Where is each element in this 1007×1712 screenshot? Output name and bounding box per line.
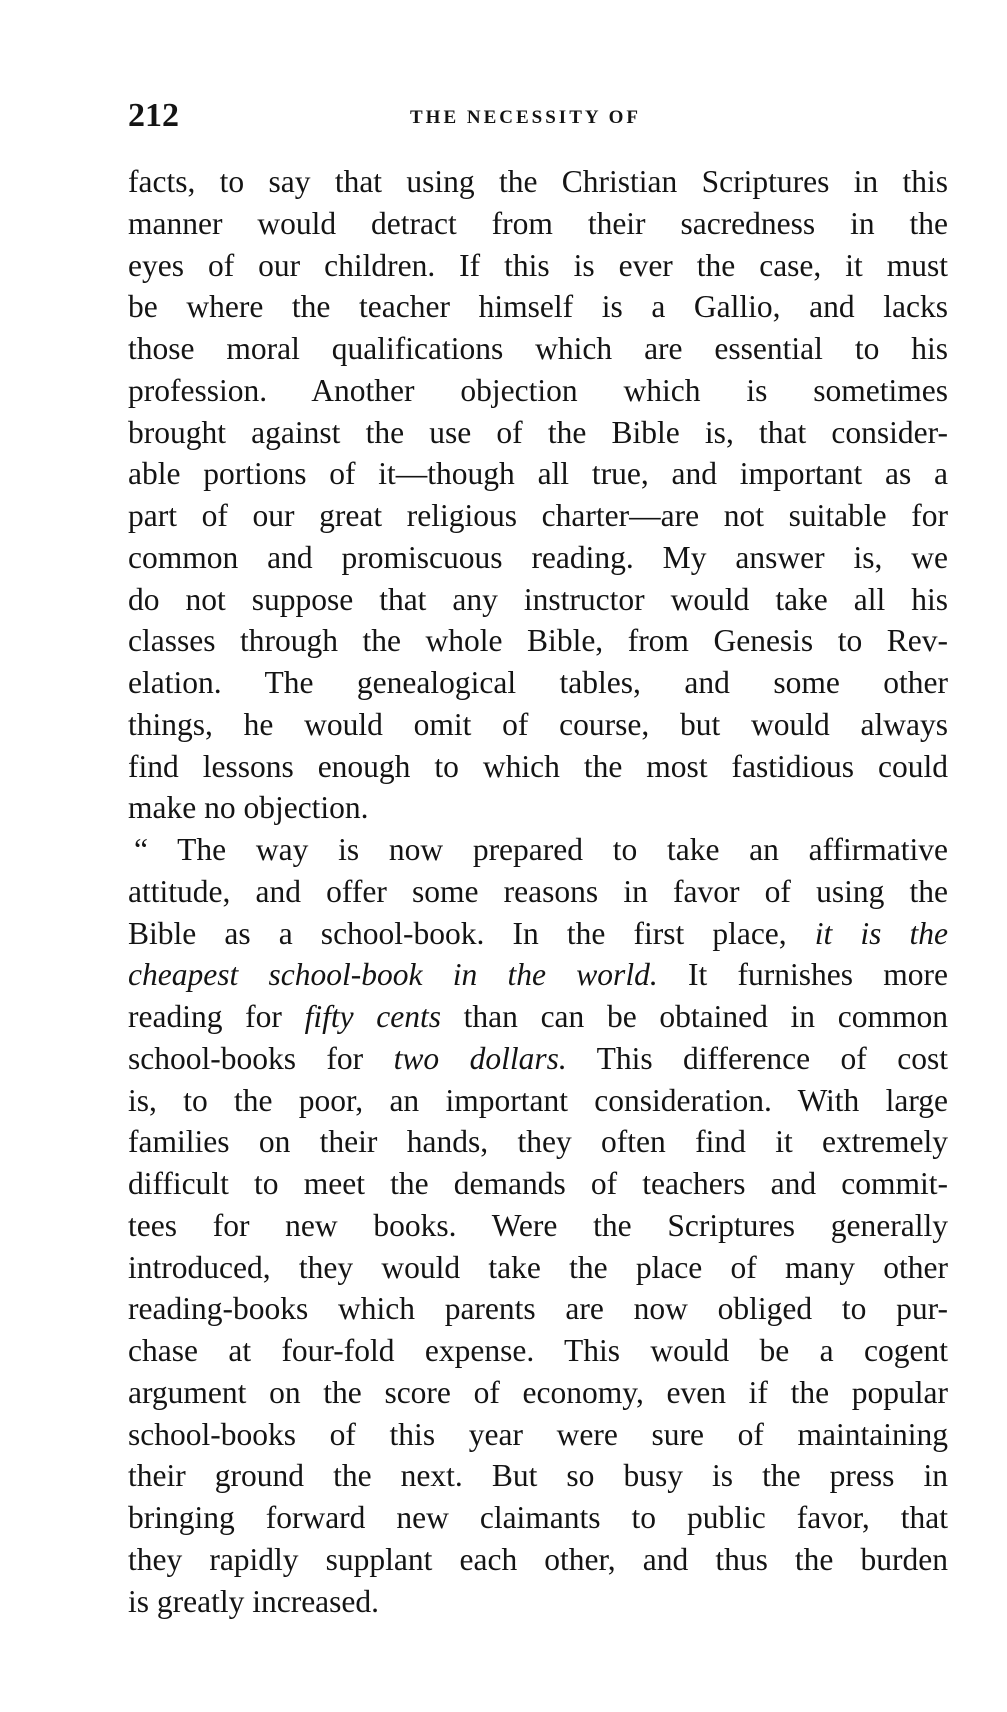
body-text (128, 161, 948, 1622)
text-line: make no objection. (128, 790, 369, 826)
running-head (128, 96, 948, 146)
text-run: school-books for (128, 1040, 394, 1076)
text-run: reading for (128, 999, 305, 1034)
text-line: school-books of this year were sure of maintaining (128, 1416, 948, 1452)
italic-phrase: two dollars. (393, 1040, 567, 1076)
text-line: tees for new books. Were the Scriptures generally (128, 1207, 948, 1243)
text-line: eyes of our children. If this is ever the case, it must (128, 247, 948, 283)
text-line: brought against the use of the Bible is, that consider- (128, 414, 948, 450)
text-line (128, 996, 948, 1038)
italic-phrase: fifty cents (304, 999, 441, 1034)
italic-phrase: cheapest school-book in the world. (128, 957, 658, 993)
text-line: “ The way is now prepared to take an affirmative (134, 832, 948, 867)
text-line: attitude, and offer some reasons in favor of using the (128, 873, 948, 909)
text-run: than can be obtained in common (440, 999, 948, 1034)
text-line: those moral qualifications which are essential to his (128, 331, 948, 366)
text-run: Bible as a school-book. In the first place, (128, 915, 815, 951)
text-line: their ground the next. But so busy is the press in (128, 1458, 948, 1494)
text-line: things, he would omit of course, but would always (128, 706, 948, 742)
text-line: elation. The genealogical tables, and some other (128, 665, 948, 700)
text-line: common and promiscuous reading. My answer is, we (128, 539, 948, 575)
page-number: 212 (128, 97, 179, 134)
text-line: facts, to say that using the Christian Scriptures in this (128, 164, 948, 199)
text-line: do not suppose that any instructor would take all his (128, 581, 948, 617)
text-line: classes through the whole Bible, from Genesis to Rev- (128, 623, 948, 659)
text-line: is greatly increased. (128, 1583, 380, 1619)
text-line: profession. Another objection which is sometimes (128, 372, 948, 408)
running-head-title: THE NECESSITY OF (410, 107, 642, 128)
text-line: difficult to meet the demands of teachers and commit- (128, 1166, 948, 1201)
text-line: chase at four-fold expense. This would be a cogent (128, 1333, 948, 1368)
text-line: they rapidly supplant each other, and thus the burden (128, 1541, 948, 1577)
text-line: argument on the score of economy, even if the popular (128, 1374, 948, 1410)
text-run: This difference of cost (566, 1040, 948, 1076)
text-line: manner would detract from their sacredness in the (128, 205, 948, 241)
text-line (128, 954, 948, 996)
text-line: find lessons enough to which the most fastidious could (128, 748, 948, 784)
text-line (128, 1038, 948, 1080)
italic-phrase: it is the (814, 915, 949, 951)
text-line: bringing forward new claimants to public favor, that (128, 1500, 948, 1535)
text-line: is, to the poor, an important consideration. With large (128, 1082, 948, 1118)
text-run: It furnishes more (657, 957, 949, 993)
text-line: able portions of it—though all true, and important as a (128, 456, 948, 492)
text-line: be where the teacher himself is a Gallio, and lacks (128, 289, 948, 325)
text-line: reading-books which parents are now obliged to pur- (128, 1291, 948, 1327)
text-line: part of our great religious charter—are not suitable for (128, 498, 948, 533)
text-line: introduced, they would take the place of many other (128, 1249, 948, 1285)
text-line (128, 913, 948, 955)
text-line: families on their hands, they often find it extremely (128, 1124, 948, 1160)
